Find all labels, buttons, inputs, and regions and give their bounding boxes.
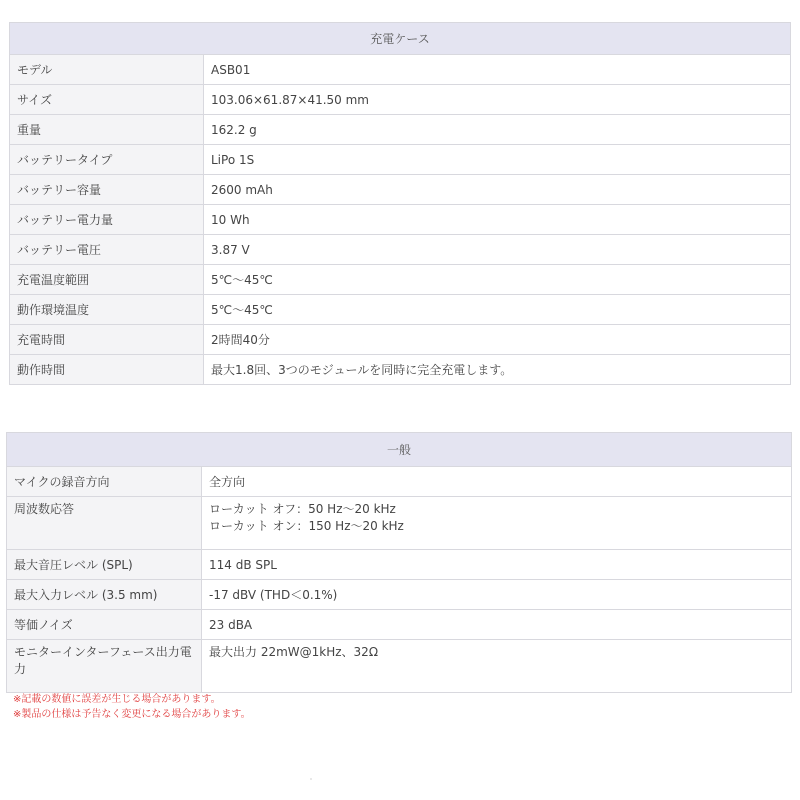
- table-row: [10, 175, 791, 205]
- spec-label: モデル: [10, 55, 204, 85]
- spec-label: バッテリータイプ: [10, 145, 204, 175]
- disclaimer-notes: [13, 692, 251, 722]
- table-row: [7, 497, 792, 550]
- spec-label: バッテリー電力量: [10, 205, 204, 235]
- spec-label: 最大音圧レベル (SPL): [7, 550, 202, 580]
- spec-value: 5℃～45℃: [204, 265, 791, 295]
- spec-value-line: ローカット オン：150 Hz～20 kHz: [209, 519, 404, 533]
- spec-value: 2時間40分: [204, 325, 791, 355]
- charging-case-title: 充電ケース: [10, 23, 791, 55]
- table-header-row: [10, 23, 791, 55]
- spec-label: バッテリー電圧: [10, 235, 204, 265]
- spec-label: 動作時間: [10, 355, 204, 385]
- spec-label: サイズ: [10, 85, 204, 115]
- spec-label: 重量: [10, 115, 204, 145]
- spec-value: -17 dBV (THD＜0.1%): [202, 580, 792, 610]
- spec-value: [202, 497, 792, 550]
- table-row: [10, 205, 791, 235]
- spec-value: 103.06×61.87×41.50 mm: [204, 85, 791, 115]
- table-row: [7, 640, 792, 693]
- spec-value: 23 dBA: [202, 610, 792, 640]
- table-row: [10, 325, 791, 355]
- table-header-row: [7, 433, 792, 467]
- spec-value: LiPo 1S: [204, 145, 791, 175]
- spec-value: 5℃～45℃: [204, 295, 791, 325]
- charging-case-spec-table: [9, 22, 791, 385]
- spec-label: 最大入力レベル (3.5 mm): [7, 580, 202, 610]
- general-spec-table: [6, 432, 792, 693]
- spec-value-line: ローカット オフ：50 Hz～20 kHz: [209, 502, 396, 516]
- table-row: [10, 115, 791, 145]
- table-row: [10, 355, 791, 385]
- spec-label: 周波数応答: [7, 497, 202, 550]
- table-row: [10, 55, 791, 85]
- spec-value: 114 dB SPL: [202, 550, 792, 580]
- spec-label: マイクの録音方向: [7, 467, 202, 497]
- spec-label: 動作環境温度: [10, 295, 204, 325]
- table-row: [10, 235, 791, 265]
- table-row: [7, 550, 792, 580]
- spec-value: 最大1.8回、3つのモジュールを同時に完全充電します。: [204, 355, 791, 385]
- table-row: [10, 295, 791, 325]
- general-title: 一般: [7, 433, 792, 467]
- spec-value: 162.2 g: [204, 115, 791, 145]
- table-row: [10, 85, 791, 115]
- decorative-dot: [310, 778, 312, 780]
- spec-label: モニターインターフェース出力電力: [7, 640, 202, 693]
- spec-value: 全方向: [202, 467, 792, 497]
- table-row: [7, 610, 792, 640]
- spec-value: 3.87 V: [204, 235, 791, 265]
- spec-label: 充電時間: [10, 325, 204, 355]
- disclaimer-note: ※製品の仕様は予告なく変更になる場合があります。: [13, 709, 251, 720]
- spec-label: 等価ノイズ: [7, 610, 202, 640]
- spec-value: 10 Wh: [204, 205, 791, 235]
- spec-value: 2600 mAh: [204, 175, 791, 205]
- table-row: [10, 145, 791, 175]
- spec-label: バッテリー容量: [10, 175, 204, 205]
- disclaimer-note: ※記載の数値に誤差が生じる場合があります。: [13, 694, 221, 705]
- table-row: [7, 580, 792, 610]
- spec-label: 充電温度範囲: [10, 265, 204, 295]
- table-row: [10, 265, 791, 295]
- spec-value: ASB01: [204, 55, 791, 85]
- table-row: [7, 467, 792, 497]
- spec-value: 最大出力 22mW@1kHz、32Ω: [202, 640, 792, 693]
